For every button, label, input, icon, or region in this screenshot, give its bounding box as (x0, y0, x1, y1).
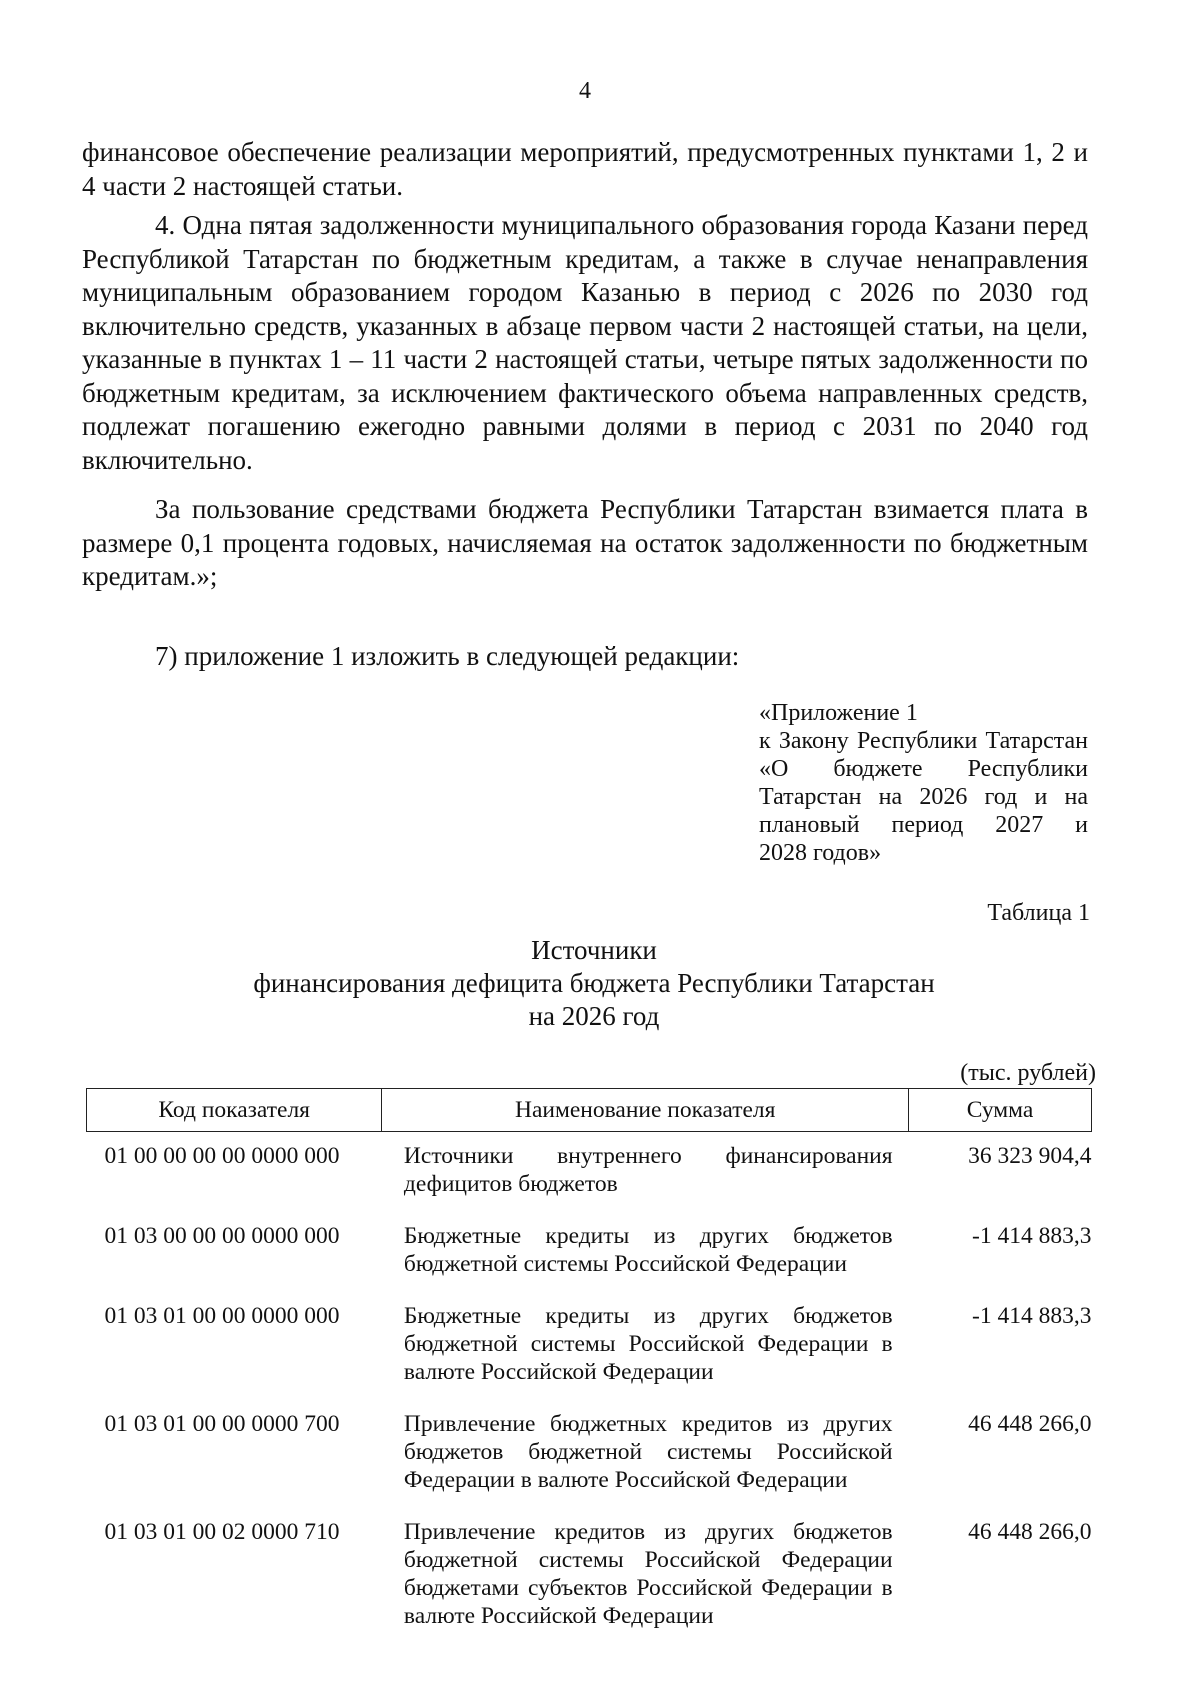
appendix-reference (759, 699, 1088, 867)
table-row (87, 1132, 1092, 1213)
row-sum: 36 323 904,4 (968, 1143, 1092, 1169)
row-name: Привлечение кредитов из других бюджетов бюджетной системы Российской Федерации бюджетами субъектов Российской Федерации в валюте Российской Федерации (403, 1519, 893, 1629)
title-line: финансирования дефицита бюджета Республики Татарстан (253, 968, 935, 998)
table-row (87, 1212, 1092, 1292)
table-row (87, 1508, 1092, 1644)
row-sum: 46 448 266,0 (968, 1519, 1092, 1545)
title-line: Источники (531, 935, 657, 965)
title-line: на 2026 год (528, 1001, 660, 1031)
header-name: Наименование показателя (382, 1089, 909, 1132)
appendix-line: «Приложение 1 (759, 700, 918, 726)
table-row (87, 1292, 1092, 1400)
table-label: Таблица 1 (987, 900, 1090, 926)
appendix-line: 2028 годов» (759, 840, 882, 866)
budget-sources-table (86, 1088, 1092, 1644)
row-sum: -1 414 883,3 (972, 1303, 1092, 1329)
page-number: 4 (579, 78, 591, 104)
row-name: Источники внутреннего финансирования дефицитов бюджетов (403, 1143, 893, 1197)
table-row (87, 1400, 1092, 1508)
row-code: 01 00 00 00 00 0000 000 (104, 1143, 340, 1169)
appendix-line: Татарстан на 2026 год и на (759, 784, 1088, 810)
row-code: 01 03 00 00 00 0000 000 (104, 1223, 340, 1249)
paragraph-item-7: 7) приложение 1 изложить в следующей редакции: (155, 641, 740, 671)
units-label: (тыс. рублей) (960, 1060, 1096, 1086)
appendix-line: «О бюджете Республики (759, 756, 1088, 782)
table-title (232, 934, 956, 1033)
header-code: Код показателя (87, 1089, 382, 1132)
row-sum: 46 448 266,0 (968, 1411, 1092, 1437)
paragraph-continuation: финансовое обеспечение реализации мероприятий, предусмотренных пунктами 1, 2 и 4 части 2 настоящей статьи. (82, 137, 1088, 201)
row-name: Бюджетные кредиты из других бюджетов бюджетной системы Российской Федерации (403, 1223, 893, 1277)
appendix-line: к Закону Республики Татарстан (759, 728, 1088, 754)
row-name: Бюджетные кредиты из других бюджетов бюджетной системы Российской Федерации в валюте Российской Федерации (403, 1303, 893, 1385)
table-header-row (87, 1089, 1092, 1132)
paragraph-item-4: 4. Одна пятая задолженности муниципального образования города Казани перед Республикой Татарстан по бюджетным кредитам, а также в случае ненаправления муниципальным образованием городом Казанью в период с 2026 по 2030 год включительно средств, указанных в абзаце первом части 2 настоящей статьи, на цели, указанные в пунктах 1 – 11 части 2 настоящей статьи, четыре пятых задолженности по бюджетным кредитам, за исключением фактического объема направленных средств, подлежат погашению ежегодно равными долями в период с 2031 по 2040 год включительно. (82, 210, 1088, 475)
appendix-line: плановый период 2027 и (759, 812, 1088, 838)
row-name: Привлечение бюджетных кредитов из других бюджетов бюджетной системы Российской Федерации в валюте Российской Федерации (403, 1411, 893, 1493)
row-sum: -1 414 883,3 (972, 1223, 1092, 1249)
row-code: 01 03 01 00 00 0000 700 (104, 1411, 340, 1437)
row-code: 01 03 01 00 00 0000 000 (104, 1303, 340, 1329)
paragraph-fee: За пользование средствами бюджета Республики Татарстан взимается плата в размере 0,1 процента годовых, начисляемая на остаток задолженности по бюджетным кредитам.»; (82, 494, 1088, 591)
header-sum: Сумма (909, 1089, 1092, 1132)
row-code: 01 03 01 00 02 0000 710 (104, 1519, 340, 1545)
